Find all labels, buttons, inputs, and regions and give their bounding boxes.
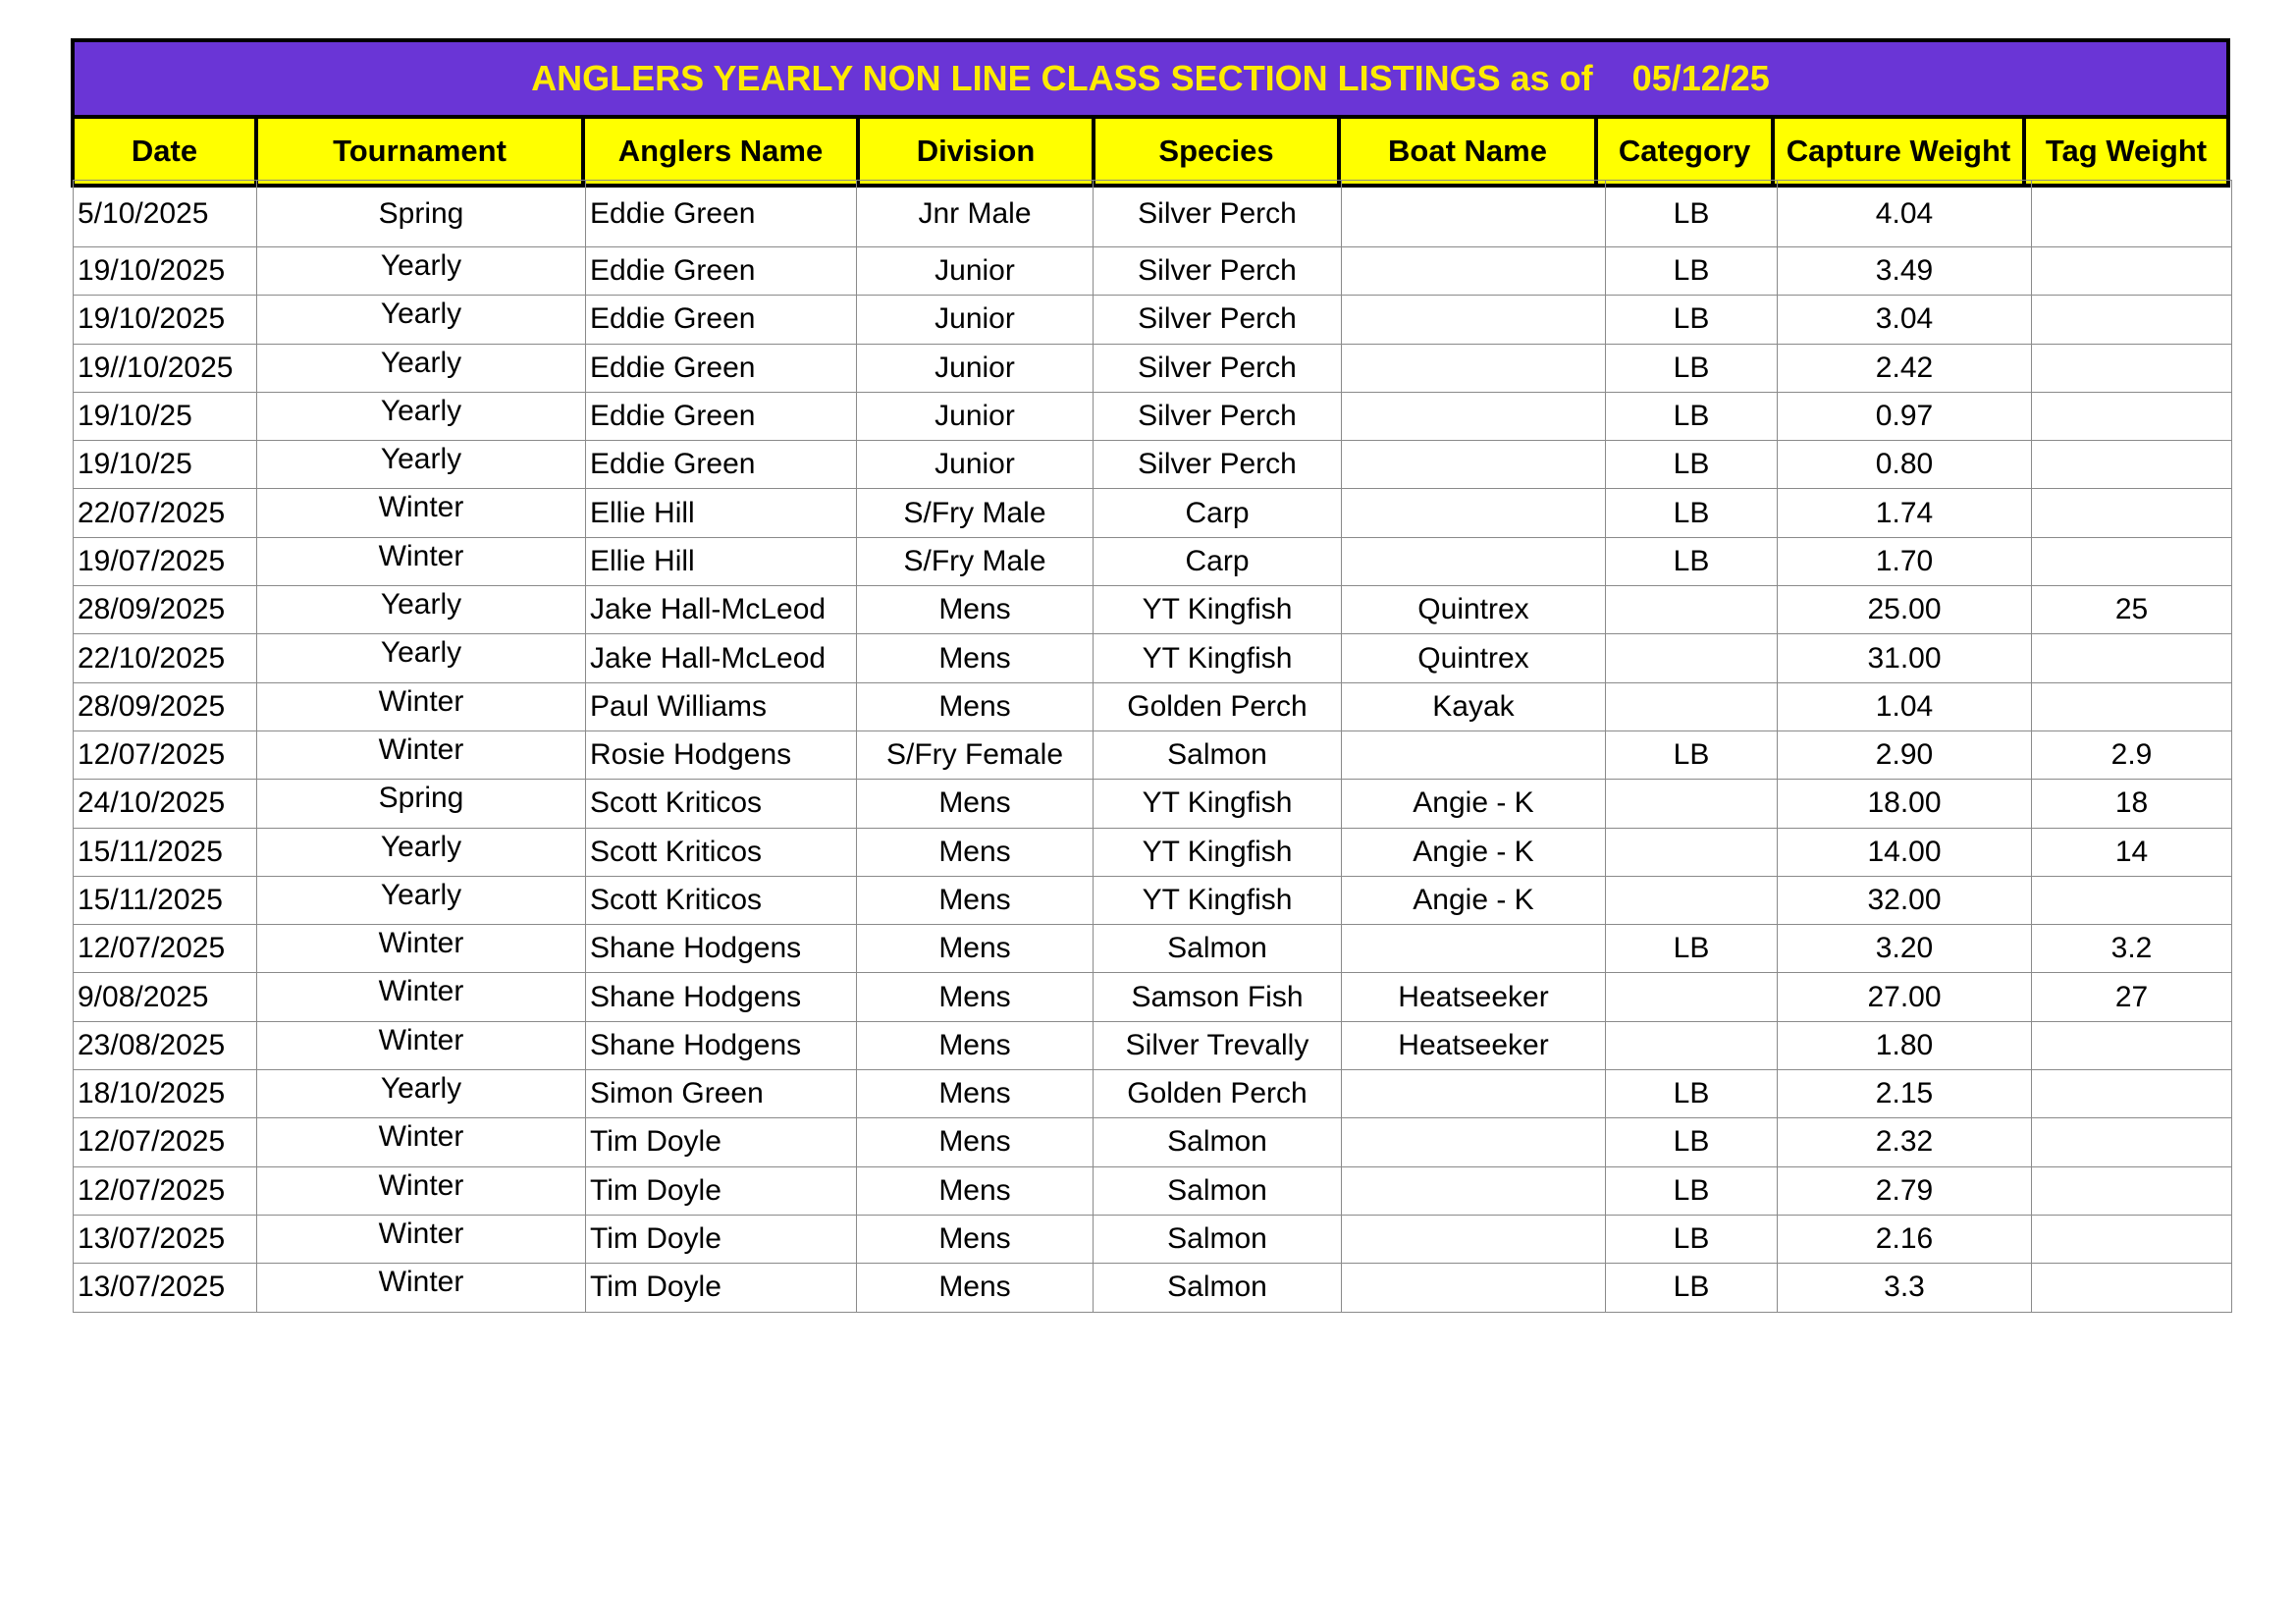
division-cell: S/Fry Male: [857, 489, 1094, 537]
boat-name-cell: [1342, 181, 1606, 247]
tag-weight-cell: 25: [2032, 586, 2232, 634]
table-row: [74, 1021, 2232, 1069]
capture-weight-cell: 3.49: [1778, 247, 2032, 296]
boat-name-cell: [1342, 1118, 1606, 1166]
category-cell: LB: [1606, 247, 1778, 296]
date-cell: 28/09/2025: [74, 682, 257, 730]
column-header-capture-weight: Capture Weight: [1775, 119, 2026, 184]
category-cell: LB: [1606, 925, 1778, 973]
angler-name-cell: Eddie Green: [586, 392, 857, 440]
tournament-cell: Winter: [257, 1166, 586, 1215]
table-row: [74, 634, 2232, 682]
category-cell: LB: [1606, 1215, 1778, 1263]
division-cell: Mens: [857, 925, 1094, 973]
date-cell: 5/10/2025: [74, 181, 257, 247]
tag-weight-cell: 3.2: [2032, 925, 2232, 973]
tournament-cell: Yearly: [257, 247, 586, 296]
category-cell: [1606, 634, 1778, 682]
column-header-tournament: Tournament: [258, 119, 585, 184]
angler-name-cell: Jake Hall-McLeod: [586, 634, 857, 682]
species-cell: Golden Perch: [1094, 682, 1342, 730]
date-cell: 19/10/25: [74, 392, 257, 440]
tag-weight-cell: [2032, 344, 2232, 392]
table-row: [74, 828, 2232, 876]
species-cell: YT Kingfish: [1094, 780, 1342, 828]
tag-weight-cell: [2032, 1264, 2232, 1312]
tournament-cell: Yearly: [257, 634, 586, 682]
tournament-cell: Winter: [257, 1021, 586, 1069]
table-row: [74, 682, 2232, 730]
boat-name-cell: [1342, 344, 1606, 392]
tournament-cell: Yearly: [257, 586, 586, 634]
listings-table: [73, 180, 2232, 1313]
boat-name-cell: [1342, 441, 1606, 489]
category-cell: LB: [1606, 392, 1778, 440]
table-row: [74, 1070, 2232, 1118]
tournament-cell: Winter: [257, 1118, 586, 1166]
tournament-cell: Winter: [257, 1215, 586, 1263]
boat-name-cell: Heatseeker: [1342, 1021, 1606, 1069]
capture-weight-cell: 1.74: [1778, 489, 2032, 537]
species-cell: Silver Perch: [1094, 344, 1342, 392]
division-cell: Mens: [857, 1021, 1094, 1069]
category-cell: [1606, 682, 1778, 730]
division-cell: S/Fry Male: [857, 537, 1094, 585]
boat-name-cell: Angie - K: [1342, 780, 1606, 828]
category-cell: [1606, 828, 1778, 876]
tournament-cell: Winter: [257, 537, 586, 585]
capture-weight-cell: 3.04: [1778, 296, 2032, 344]
capture-weight-cell: 2.16: [1778, 1215, 2032, 1263]
tournament-cell: Winter: [257, 973, 586, 1021]
division-cell: Junior: [857, 247, 1094, 296]
listing-header: [71, 38, 2230, 188]
tag-weight-cell: [2032, 1166, 2232, 1215]
date-cell: 19/10/25: [74, 441, 257, 489]
division-cell: Mens: [857, 1070, 1094, 1118]
date-cell: 12/07/2025: [74, 1118, 257, 1166]
division-cell: Junior: [857, 344, 1094, 392]
boat-name-cell: Kayak: [1342, 682, 1606, 730]
species-cell: Carp: [1094, 537, 1342, 585]
division-cell: Mens: [857, 586, 1094, 634]
angler-name-cell: Shane Hodgens: [586, 973, 857, 1021]
angler-name-cell: Shane Hodgens: [586, 1021, 857, 1069]
species-cell: Silver Perch: [1094, 247, 1342, 296]
capture-weight-cell: 18.00: [1778, 780, 2032, 828]
capture-weight-cell: 2.90: [1778, 730, 2032, 779]
column-header-anglers-name: Anglers Name: [585, 119, 860, 184]
tournament-cell: Spring: [257, 181, 586, 247]
division-cell: Mens: [857, 1215, 1094, 1263]
date-cell: 18/10/2025: [74, 1070, 257, 1118]
boat-name-cell: [1342, 489, 1606, 537]
tag-weight-cell: [2032, 1021, 2232, 1069]
category-cell: LB: [1606, 1070, 1778, 1118]
angler-name-cell: Tim Doyle: [586, 1118, 857, 1166]
boat-name-cell: Heatseeker: [1342, 973, 1606, 1021]
angler-name-cell: Tim Doyle: [586, 1215, 857, 1263]
capture-weight-cell: 0.80: [1778, 441, 2032, 489]
species-cell: Salmon: [1094, 1264, 1342, 1312]
capture-weight-cell: 1.80: [1778, 1021, 2032, 1069]
date-cell: 13/07/2025: [74, 1264, 257, 1312]
tournament-cell: Yearly: [257, 876, 586, 924]
table-row: [74, 876, 2232, 924]
tournament-cell: Winter: [257, 730, 586, 779]
column-header-tag-weight: Tag Weight: [2045, 134, 2208, 168]
capture-weight-cell: 3.20: [1778, 925, 2032, 973]
category-cell: [1606, 973, 1778, 1021]
table-row: [74, 489, 2232, 537]
column-header-species: Species: [1095, 119, 1341, 184]
capture-weight-cell: 27.00: [1778, 973, 2032, 1021]
table-row: [74, 780, 2232, 828]
angler-name-cell: Tim Doyle: [586, 1166, 857, 1215]
table-row: [74, 730, 2232, 779]
angler-name-cell: Simon Green: [586, 1070, 857, 1118]
capture-weight-cell: 0.97: [1778, 392, 2032, 440]
angler-name-cell: Ellie Hill: [586, 489, 857, 537]
capture-weight-cell: 2.42: [1778, 344, 2032, 392]
capture-weight-cell: 1.70: [1778, 537, 2032, 585]
date-cell: 19/07/2025: [74, 537, 257, 585]
table-row: [74, 1264, 2232, 1312]
boat-name-cell: [1342, 1070, 1606, 1118]
tag-weight-cell: 2.9: [2032, 730, 2232, 779]
division-cell: Mens: [857, 1264, 1094, 1312]
angler-name-cell: Eddie Green: [586, 181, 857, 247]
tag-weight-cell: [2032, 181, 2232, 247]
date-cell: 12/07/2025: [74, 1166, 257, 1215]
capture-weight-cell: 2.15: [1778, 1070, 2032, 1118]
boat-name-cell: Angie - K: [1342, 876, 1606, 924]
division-cell: Mens: [857, 1166, 1094, 1215]
angler-name-cell: Shane Hodgens: [586, 925, 857, 973]
species-cell: Silver Perch: [1094, 181, 1342, 247]
date-cell: 23/08/2025: [74, 1021, 257, 1069]
table-row: [74, 247, 2232, 296]
division-cell: Mens: [857, 634, 1094, 682]
tag-weight-cell: [2032, 489, 2232, 537]
date-cell: 9/08/2025: [74, 973, 257, 1021]
species-cell: YT Kingfish: [1094, 586, 1342, 634]
tournament-cell: Winter: [257, 925, 586, 973]
tag-weight-cell: 18: [2032, 780, 2232, 828]
listings-body: [74, 181, 2232, 1313]
table-row: [74, 441, 2232, 489]
date-cell: 24/10/2025: [74, 780, 257, 828]
tournament-cell: Winter: [257, 1264, 586, 1312]
tournament-cell: Yearly: [257, 344, 586, 392]
species-cell: Silver Perch: [1094, 441, 1342, 489]
species-cell: Carp: [1094, 489, 1342, 537]
category-cell: [1606, 1021, 1778, 1069]
date-cell: 19/10/2025: [74, 296, 257, 344]
tournament-cell: Yearly: [257, 392, 586, 440]
tournament-cell: Yearly: [257, 1070, 586, 1118]
boat-name-cell: [1342, 1166, 1606, 1215]
date-cell: 15/11/2025: [74, 828, 257, 876]
boat-name-cell: [1342, 730, 1606, 779]
division-cell: Junior: [857, 296, 1094, 344]
category-cell: LB: [1606, 1264, 1778, 1312]
table-row: [74, 973, 2232, 1021]
boat-name-cell: Quintrex: [1342, 586, 1606, 634]
tournament-cell: Winter: [257, 489, 586, 537]
species-cell: Golden Perch: [1094, 1070, 1342, 1118]
division-cell: Mens: [857, 828, 1094, 876]
species-cell: Salmon: [1094, 925, 1342, 973]
angler-name-cell: Eddie Green: [586, 296, 857, 344]
category-cell: [1606, 586, 1778, 634]
table-row: [74, 392, 2232, 440]
date-cell: 15/11/2025: [74, 876, 257, 924]
tag-weight-cell: [2032, 1215, 2232, 1263]
table-row: [74, 181, 2232, 247]
capture-weight-cell: 32.00: [1778, 876, 2032, 924]
column-header-division: Division: [860, 119, 1095, 184]
species-cell: Silver Trevally: [1094, 1021, 1342, 1069]
tournament-cell: Spring: [257, 780, 586, 828]
division-cell: Mens: [857, 876, 1094, 924]
tournament-cell: Yearly: [257, 296, 586, 344]
boat-name-cell: [1342, 392, 1606, 440]
table-row: [74, 344, 2232, 392]
tag-weight-cell: [2032, 296, 2232, 344]
boat-name-cell: [1342, 925, 1606, 973]
species-cell: YT Kingfish: [1094, 634, 1342, 682]
species-cell: Samson Fish: [1094, 973, 1342, 1021]
tag-weight-cell: [2032, 392, 2232, 440]
category-cell: LB: [1606, 181, 1778, 247]
angler-name-cell: Scott Kriticos: [586, 828, 857, 876]
capture-weight-cell: 25.00: [1778, 586, 2032, 634]
angler-name-cell: Eddie Green: [586, 441, 857, 489]
species-cell: Salmon: [1094, 1118, 1342, 1166]
table-row: [74, 537, 2232, 585]
category-cell: [1606, 780, 1778, 828]
category-cell: LB: [1606, 730, 1778, 779]
tag-weight-cell: [2032, 876, 2232, 924]
division-cell: Mens: [857, 780, 1094, 828]
tag-weight-cell: [2032, 1118, 2232, 1166]
division-cell: Mens: [857, 973, 1094, 1021]
capture-weight-cell: 14.00: [1778, 828, 2032, 876]
table-row: [74, 296, 2232, 344]
tag-weight-cell: [2032, 247, 2232, 296]
date-cell: 12/07/2025: [74, 925, 257, 973]
angler-name-cell: Paul Williams: [586, 682, 857, 730]
capture-weight-cell: 4.04: [1778, 181, 2032, 247]
column-header-row: [75, 119, 2226, 184]
category-cell: LB: [1606, 296, 1778, 344]
date-cell: 19//10/2025: [74, 344, 257, 392]
species-cell: Silver Perch: [1094, 296, 1342, 344]
species-cell: YT Kingfish: [1094, 828, 1342, 876]
species-cell: Salmon: [1094, 730, 1342, 779]
species-cell: Salmon: [1094, 1215, 1342, 1263]
division-cell: Jnr Male: [857, 181, 1094, 247]
boat-name-cell: Quintrex: [1342, 634, 1606, 682]
tag-weight-cell: [2032, 1070, 2232, 1118]
tag-weight-cell: [2032, 537, 2232, 585]
tournament-cell: Winter: [257, 682, 586, 730]
tag-weight-cell: [2032, 682, 2232, 730]
angler-name-cell: Ellie Hill: [586, 537, 857, 585]
capture-weight-cell: 2.32: [1778, 1118, 2032, 1166]
angler-name-cell: Scott Kriticos: [586, 780, 857, 828]
boat-name-cell: Angie - K: [1342, 828, 1606, 876]
boat-name-cell: [1342, 1264, 1606, 1312]
angler-name-cell: Jake Hall-McLeod: [586, 586, 857, 634]
boat-name-cell: [1342, 1215, 1606, 1263]
angler-name-cell: Eddie Green: [586, 344, 857, 392]
date-cell: 19/10/2025: [74, 247, 257, 296]
capture-weight-cell: 2.79: [1778, 1166, 2032, 1215]
division-cell: S/Fry Female: [857, 730, 1094, 779]
date-cell: 13/07/2025: [74, 1215, 257, 1263]
capture-weight-cell: 3.3: [1778, 1264, 2032, 1312]
table-row: [74, 1215, 2232, 1263]
division-cell: Mens: [857, 1118, 1094, 1166]
table-row: [74, 925, 2232, 973]
table-row: [74, 586, 2232, 634]
table-row: [74, 1118, 2232, 1166]
angler-name-cell: Tim Doyle: [586, 1264, 857, 1312]
species-cell: YT Kingfish: [1094, 876, 1342, 924]
division-cell: Mens: [857, 682, 1094, 730]
date-cell: 12/07/2025: [74, 730, 257, 779]
angler-name-cell: Rosie Hodgens: [586, 730, 857, 779]
capture-weight-cell: 1.04: [1778, 682, 2032, 730]
boat-name-cell: [1342, 537, 1606, 585]
tag-weight-cell: [2032, 441, 2232, 489]
tournament-cell: Yearly: [257, 828, 586, 876]
date-cell: 22/07/2025: [74, 489, 257, 537]
page-title: ANGLERS YEARLY NON LINE CLASS SECTION LISTINGS as of 05/12/25: [75, 42, 2226, 119]
column-header-boat-name: Boat Name: [1341, 119, 1598, 184]
table-row: [74, 1166, 2232, 1215]
category-cell: LB: [1606, 1166, 1778, 1215]
division-cell: Junior: [857, 441, 1094, 489]
division-cell: Junior: [857, 392, 1094, 440]
boat-name-cell: [1342, 296, 1606, 344]
category-cell: LB: [1606, 1118, 1778, 1166]
boat-name-cell: [1342, 247, 1606, 296]
category-cell: LB: [1606, 344, 1778, 392]
species-cell: Silver Perch: [1094, 392, 1342, 440]
category-cell: LB: [1606, 489, 1778, 537]
angler-name-cell: Eddie Green: [586, 247, 857, 296]
column-header-date: Date: [75, 119, 258, 184]
category-cell: [1606, 876, 1778, 924]
tag-weight-cell: 14: [2032, 828, 2232, 876]
date-cell: 28/09/2025: [74, 586, 257, 634]
species-cell: Salmon: [1094, 1166, 1342, 1215]
tournament-cell: Yearly: [257, 441, 586, 489]
column-header-category: Category: [1598, 119, 1775, 184]
capture-weight-cell: 31.00: [1778, 634, 2032, 682]
angler-name-cell: Scott Kriticos: [586, 876, 857, 924]
tag-weight-cell: 27: [2032, 973, 2232, 1021]
date-cell: 22/10/2025: [74, 634, 257, 682]
tag-weight-cell: [2032, 634, 2232, 682]
category-cell: LB: [1606, 537, 1778, 585]
category-cell: LB: [1606, 441, 1778, 489]
